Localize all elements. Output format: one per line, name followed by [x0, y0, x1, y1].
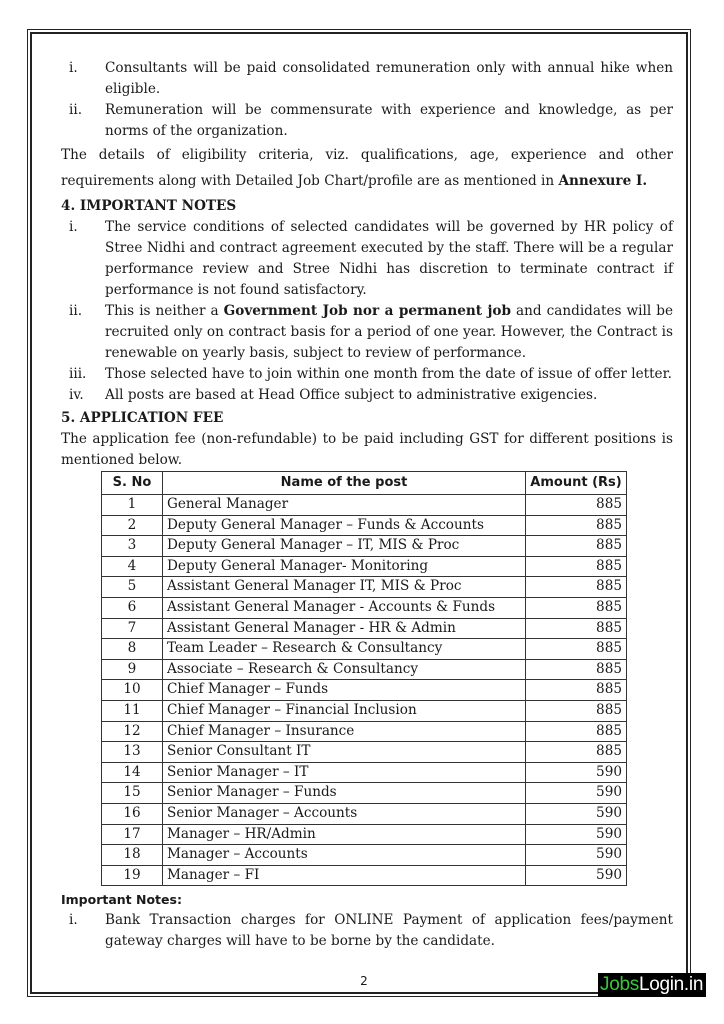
cell-sno: 1: [102, 495, 163, 516]
table-row: [102, 495, 627, 516]
list-number: ii.: [69, 303, 83, 319]
watermark-logo: [598, 973, 706, 997]
table-row: [102, 742, 627, 763]
table-header-row: [102, 472, 627, 495]
cell-post-name: General Manager: [163, 495, 526, 516]
cell-post-name: Senior Manager – IT: [163, 762, 526, 783]
cell-amount: 885: [526, 495, 627, 516]
table-row: [102, 680, 627, 701]
cell-post-name: Chief Manager – Insurance: [163, 721, 526, 742]
intro-item-1: [61, 58, 673, 100]
list-text: Those selected have to join within one month from the date of issue of offer letter.: [105, 366, 672, 382]
cell-amount: 885: [526, 680, 627, 701]
emphasis-text: Government Job nor a permanent job: [223, 303, 512, 319]
cell-amount: 885: [526, 659, 627, 680]
list-text: The service conditions of selected candidates will be governed by HR policy of Stree Nidhi and contract agreement executed by the staff. There will be a regular performance review and Stree Nidhi has discretion to terminate contract if performance is not found satisfactory.: [105, 219, 673, 298]
col-post-name: Name of the post: [163, 472, 526, 495]
table-row: [102, 783, 627, 804]
fee-table-body: [102, 495, 627, 886]
cell-post-name: Deputy General Manager – IT, MIS & Proc: [163, 536, 526, 557]
notes-item-4: [61, 385, 673, 406]
cell-post-name: Deputy General Manager- Monitoring: [163, 556, 526, 577]
list-text: Remuneration will be commensurate with experience and knowledge, as per norms of the organization.: [105, 102, 673, 139]
table-row: [102, 536, 627, 557]
section-4-heading: 4. IMPORTANT NOTES: [61, 198, 237, 214]
cell-sno: 12: [102, 721, 163, 742]
cell-sno: 9: [102, 659, 163, 680]
table-row: [102, 762, 627, 783]
cell-post-name: Assistant General Manager IT, MIS & Proc: [163, 577, 526, 598]
col-sno: S. No: [102, 472, 163, 495]
cell-amount: 885: [526, 536, 627, 557]
table-row: [102, 639, 627, 660]
cell-post-name: Team Leader – Research & Consultancy: [163, 639, 526, 660]
notes-item-2: [61, 301, 673, 364]
section-5-heading: 5. APPLICATION FEE: [61, 410, 224, 426]
notes-item-3: [61, 364, 673, 385]
fee-table: [101, 471, 627, 886]
cell-amount: 885: [526, 639, 627, 660]
cell-post-name: Manager – FI: [163, 865, 526, 886]
list-number: i.: [69, 912, 78, 929]
cell-sno: 8: [102, 639, 163, 660]
cell-amount: 885: [526, 700, 627, 721]
cell-amount: 885: [526, 515, 627, 536]
cell-amount: 885: [526, 721, 627, 742]
cell-amount: 885: [526, 556, 627, 577]
cell-amount: 590: [526, 865, 627, 886]
cell-amount: 590: [526, 783, 627, 804]
table-row: [102, 845, 627, 866]
cell-sno: 15: [102, 783, 163, 804]
list-number: iii.: [69, 366, 87, 382]
cell-sno: 17: [102, 824, 163, 845]
watermark-part1: Jobs: [600, 974, 639, 995]
intro-item-2: [61, 100, 673, 142]
list-text: Consultants will be paid consolidated remuneration only with annual hike when eligible.: [105, 60, 673, 97]
cell-sno: 13: [102, 742, 163, 763]
table-row: [102, 659, 627, 680]
cell-sno: 18: [102, 845, 163, 866]
cell-sno: 14: [102, 762, 163, 783]
notes-item-1: [61, 217, 673, 301]
details-text: The details of eligibility criteria, viz. qualifications, age, experience and other requirements along with Detailed Job Chart/profile are as mentioned in: [61, 147, 673, 189]
cell-amount: 885: [526, 618, 627, 639]
cell-sno: 6: [102, 597, 163, 618]
list-text: and candidates will be recruited only on contract basis for a period of one year. However, the Contract is renewable on yearly basis, subject to review of performance.: [105, 303, 673, 361]
table-row: [102, 865, 627, 886]
list-text: All posts are based at Head Office subject to administrative exigencies.: [105, 387, 598, 403]
cell-sno: 2: [102, 515, 163, 536]
important-notes-title: Important Notes:: [61, 892, 182, 908]
cell-amount: 590: [526, 845, 627, 866]
table-row: [102, 597, 627, 618]
table-row: [102, 700, 627, 721]
cell-post-name: Assistant General Manager - HR & Admin: [163, 618, 526, 639]
col-amount: Amount (Rs): [526, 472, 627, 495]
list-text: This is neither a: [105, 303, 224, 319]
cell-sno: 7: [102, 618, 163, 639]
cell-post-name: Senior Manager – Accounts: [163, 803, 526, 824]
table-row: [102, 618, 627, 639]
watermark-part2: Login.in: [638, 974, 704, 995]
list-number: i.: [69, 60, 78, 76]
cell-sno: 11: [102, 700, 163, 721]
cell-post-name: Chief Manager – Financial Inclusion: [163, 700, 526, 721]
table-row: [102, 824, 627, 845]
cell-amount: 885: [526, 597, 627, 618]
cell-sno: 4: [102, 556, 163, 577]
cell-amount: 885: [526, 742, 627, 763]
cell-post-name: Senior Consultant IT: [163, 742, 526, 763]
cell-sno: 19: [102, 865, 163, 886]
cell-post-name: Senior Manager – Funds: [163, 783, 526, 804]
list-number: ii.: [69, 102, 83, 118]
table-row: [102, 803, 627, 824]
cell-post-name: Manager – Accounts: [163, 845, 526, 866]
table-row: [102, 515, 627, 536]
list-text: Bank Transaction charges for ONLINE Payment of application fees/payment gateway charges will have to be borne by the candidate.: [105, 912, 673, 950]
cell-post-name: Manager – HR/Admin: [163, 824, 526, 845]
table-row: [102, 577, 627, 598]
cell-sno: 3: [102, 536, 163, 557]
cell-amount: 590: [526, 824, 627, 845]
table-row: [102, 556, 627, 577]
list-number: i.: [69, 219, 78, 235]
cell-sno: 10: [102, 680, 163, 701]
annexure-ref: Annexure I.: [558, 173, 648, 189]
list-number: iv.: [69, 387, 84, 403]
table-row: [102, 721, 627, 742]
cell-amount: 590: [526, 803, 627, 824]
cell-post-name: Deputy General Manager – Funds & Accounts: [163, 515, 526, 536]
cell-amount: 885: [526, 577, 627, 598]
document-body: [61, 58, 673, 952]
cell-post-name: Chief Manager – Funds: [163, 680, 526, 701]
cell-amount: 590: [526, 762, 627, 783]
cell-post-name: Associate – Research & Consultancy: [163, 659, 526, 680]
page-number: 2: [360, 974, 368, 988]
fee-intro: The application fee (non-refundable) to be paid including GST for different positions is mentioned below.: [61, 431, 673, 468]
cell-sno: 16: [102, 803, 163, 824]
important-note-1: [61, 910, 673, 952]
details-paragraph: [61, 142, 673, 194]
cell-post-name: Assistant General Manager - Accounts & Funds: [163, 597, 526, 618]
cell-sno: 5: [102, 577, 163, 598]
